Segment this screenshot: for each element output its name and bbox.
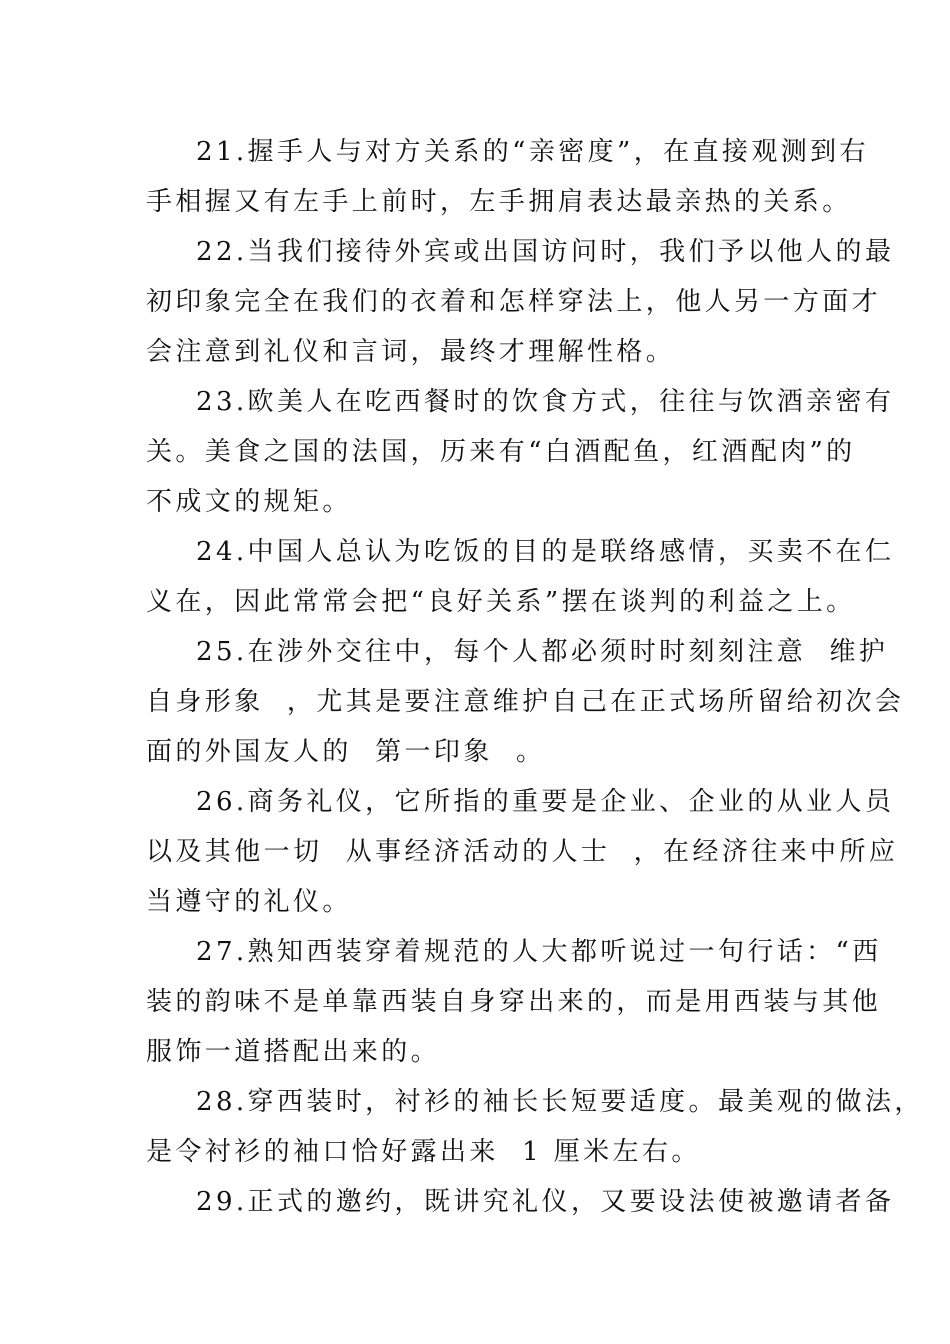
text-line: 初印象完全在我们的衣着和怎样穿法上，他人另一方面才 [146, 287, 882, 317]
text-line: 装的韵味不是单靠西装自身穿出来的，而是用西装与其他 [146, 987, 882, 1017]
text-line: 28.穿西装时，衬衫的袖长长短要适度。最美观的做法， [196, 1087, 924, 1117]
text-line: 当遵守的礼仪。 [146, 887, 352, 917]
text-line: 27.熟知西装穿着规范的人大都听说过一句行话：“西 [196, 937, 882, 967]
text-line: 服饰一道搭配出来的。 [146, 1037, 441, 1067]
text-line: 26.商务礼仪，它所指的重要是企业、企业的从业人员 [196, 787, 895, 817]
text-line: 以及其他一切 从事经济活动的人士 ，在经济往来中所应 [146, 837, 899, 867]
text-line: 25.在涉外交往中，每个人都必须时时刻刻注意 维护 [196, 637, 889, 667]
text-line: 自身形象 ，尤其是要注意维护自己在正式场所留给初次会 [146, 687, 905, 717]
text-line: 24.中国人总认为吃饭的目的是联络感情，买卖不在仁 [196, 537, 895, 567]
text-line: 手相握又有左手上前时，左手拥肩表达最亲热的关系。 [146, 187, 852, 217]
text-line: 23.欧美人在吃西餐时的饮食方式，往往与饮酒亲密有 [196, 387, 895, 417]
text-line: 是令衬衫的袖口恰好露出来 1 厘米左右。 [146, 1137, 701, 1167]
text-line: 面的外国友人的 第一印象 。 [146, 737, 546, 767]
text-line: 21.握手人与对方关系的“亲密度”，在直接观测到右 [196, 137, 869, 167]
text-line: 会注意到礼仪和言词，最终才理解性格。 [146, 337, 676, 367]
text-line: 22.当我们接待外宾或出国访问时，我们予以他人的最 [196, 237, 895, 267]
text-line: 义在，因此常常会把“良好关系”摆在谈判的利益之上。 [146, 587, 856, 617]
text-line: 29.正式的邀约，既讲究礼仪，又要设法使被邀请者备 [196, 1187, 895, 1217]
text-line: 不成文的规矩。 [146, 487, 352, 517]
text-line: 关。美食之国的法国，历来有“白酒配鱼，红酒配肉”的 [146, 437, 856, 467]
